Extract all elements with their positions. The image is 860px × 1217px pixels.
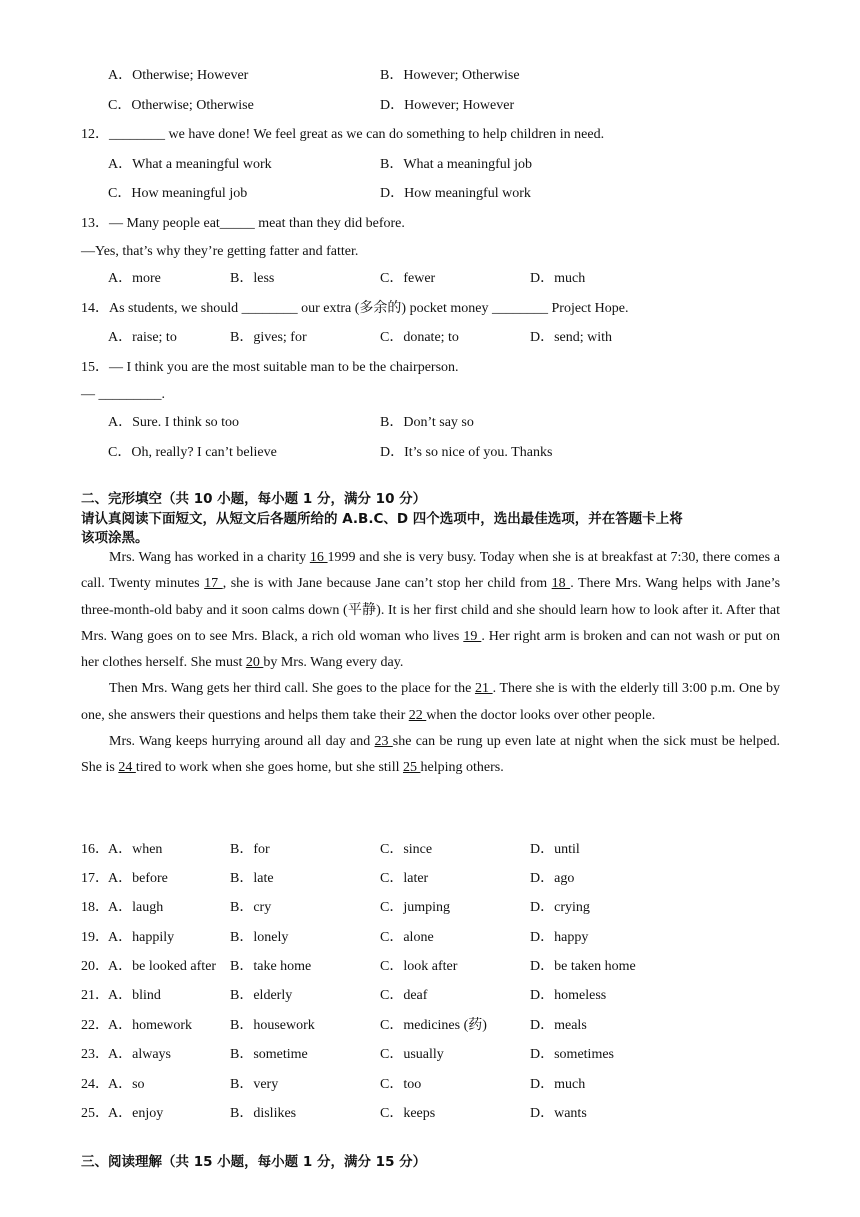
blank-17[interactable]: 17	[204, 576, 223, 592]
passage-paragraph-1	[81, 545, 780, 676]
passage-text: when the doctor looks over other people.	[426, 707, 656, 723]
q15-option-c[interactable]: C．Oh, really? I can’t believe	[108, 445, 277, 460]
q13-option-d[interactable]: D．much	[530, 271, 586, 286]
q13-stem: 13．— Many people eat_____ meat than they did before.	[81, 216, 405, 231]
cloze-question-number: 20．	[81, 959, 109, 974]
cloze-option[interactable]: C．since	[380, 842, 433, 857]
q12-option-d[interactable]: D．How meaningful work	[380, 186, 531, 201]
cloze-option[interactable]: C．look after	[380, 959, 458, 974]
cloze-option[interactable]: A．homework	[108, 1018, 192, 1033]
cloze-option[interactable]: D．until	[530, 842, 580, 857]
cloze-option[interactable]: D．homeless	[530, 988, 607, 1003]
cloze-option[interactable]: D．sometimes	[530, 1047, 614, 1062]
q13-option-c[interactable]: C．fewer	[380, 271, 436, 286]
passage-text: helping others.	[420, 760, 504, 776]
q12-option-a[interactable]: A．What a meaningful work	[108, 157, 272, 172]
q11-option-b[interactable]: B．However; Otherwise	[380, 68, 520, 83]
cloze-option[interactable]: D．ago	[530, 871, 575, 886]
passage-text: , she is with Jane because Jane can’t stop her child from	[222, 576, 552, 592]
q14-stem: 14．As students, we should ________ our extra (多余的) pocket money ________ Project Hope.	[81, 301, 629, 316]
passage-text: she can be rung up even late at night when the sick must be helped. She is	[81, 734, 781, 776]
q14-option-b[interactable]: B．gives; for	[230, 330, 307, 345]
cloze-option[interactable]: C．later	[380, 871, 429, 886]
q15-option-d[interactable]: D．It’s so nice of you. Thanks	[380, 445, 553, 460]
cloze-option[interactable]: A．always	[108, 1047, 171, 1062]
blank-20[interactable]: 20	[245, 655, 264, 671]
passage-text: Mrs. Wang keeps hurrying around all day and	[109, 734, 375, 750]
cloze-option[interactable]: D．wants	[530, 1106, 587, 1121]
passage-text: 1999 and she is very busy. Today when she is at breakfast at 7:30, there comes a call. Twenty minutes	[81, 550, 780, 592]
cloze-question-number: 23．	[81, 1047, 109, 1062]
q12-option-c[interactable]: C．How meaningful job	[108, 186, 248, 201]
cloze-option[interactable]: D．much	[530, 1077, 586, 1092]
cloze-question-number: 19．	[81, 930, 109, 945]
q13-option-a[interactable]: A．more	[108, 271, 161, 286]
cloze-option[interactable]: C．keeps	[380, 1106, 436, 1121]
q12-stem: 12．________ we have done! We feel great as we can do something to help children in need.	[81, 127, 605, 142]
cloze-option[interactable]: C．alone	[380, 930, 434, 945]
section2-instruction-line2: 该项涂黑。	[81, 530, 149, 546]
blank-25[interactable]: 25	[402, 760, 421, 776]
passage-text: . Her right arm is broken and can not wash or put on her clothes herself. She must	[81, 628, 781, 671]
cloze-option[interactable]: D．happy	[530, 930, 589, 945]
blank-21[interactable]: 21	[474, 681, 493, 697]
cloze-option[interactable]: C．usually	[380, 1047, 444, 1062]
cloze-option[interactable]: D．crying	[530, 900, 590, 915]
section3-title: 三、阅读理解（共 15 小题，每小题 1 分，满分 15 分）	[81, 1154, 427, 1170]
q15-reply: — _________.	[81, 387, 165, 402]
q13-reply: —Yes, that’s why they’re getting fatter and fatter.	[81, 244, 359, 259]
cloze-option[interactable]: A．be looked after	[108, 959, 217, 974]
cloze-option[interactable]: C．deaf	[380, 988, 428, 1003]
cloze-option[interactable]: B．elderly	[230, 988, 293, 1003]
section2-title: 二、完形填空（共 10 小题，每小题 1 分，满分 10 分）	[81, 491, 427, 507]
q11-option-c[interactable]: C．Otherwise; Otherwise	[108, 98, 254, 113]
passage-text: by Mrs. Wang every day.	[263, 655, 404, 671]
blank-23[interactable]: 23	[374, 734, 393, 750]
q14-option-a[interactable]: A．raise; to	[108, 330, 177, 345]
cloze-option[interactable]: A．before	[108, 871, 168, 886]
cloze-question-number: 25．	[81, 1106, 109, 1121]
q14-option-c[interactable]: C．donate; to	[380, 330, 459, 345]
cloze-option[interactable]: C．too	[380, 1077, 422, 1092]
cloze-question-number: 24．	[81, 1077, 109, 1092]
cloze-option[interactable]: A．when	[108, 842, 163, 857]
cloze-option[interactable]: A．so	[108, 1077, 145, 1092]
cloze-option[interactable]: B．housework	[230, 1018, 315, 1033]
cloze-option[interactable]: B．dislikes	[230, 1106, 297, 1121]
passage-text: Then Mrs. Wang gets her third call. She goes to the place for the	[109, 681, 475, 697]
cloze-option[interactable]: C．jumping	[380, 900, 451, 915]
cloze-option[interactable]: B．lonely	[230, 930, 289, 945]
passage-text: . There Mrs. Wang helps with Jane’s three-month-old baby and it soon calms down (平静). It is her first child and she should learn how to look after it. After that Mrs. Wang goes on to see Mrs. Black, a rich old woman who lives	[81, 576, 781, 644]
cloze-option[interactable]: A．blind	[108, 988, 161, 1003]
q14-option-d[interactable]: D．send; with	[530, 330, 613, 345]
blank-22[interactable]: 22	[408, 707, 427, 723]
q15-stem: 15．— I think you are the most suitable man to be the chairperson.	[81, 360, 459, 375]
blank-16[interactable]: 16	[309, 550, 328, 565]
cloze-option[interactable]: A．happily	[108, 930, 175, 945]
cloze-question-number: 17．	[81, 871, 109, 886]
section2-instruction-line1: 请认真阅读下面短文，从短文后各题所给的 A.B.C、D 四个选项中，选出最佳选项，并在答题卡上将	[81, 511, 683, 527]
cloze-question-number: 16．	[81, 842, 109, 857]
cloze-option[interactable]: C．medicines (药)	[380, 1018, 487, 1033]
passage-text: Mrs. Wang has worked in a charity	[109, 550, 310, 565]
cloze-option[interactable]: B．for	[230, 842, 270, 857]
cloze-option[interactable]: B．sometime	[230, 1047, 308, 1062]
cloze-option[interactable]: A．laugh	[108, 900, 164, 915]
blank-24[interactable]: 24	[118, 760, 136, 776]
q11-option-a[interactable]: A．Otherwise; However	[108, 68, 249, 83]
cloze-option[interactable]: B．late	[230, 871, 274, 886]
cloze-question-number: 21．	[81, 988, 109, 1003]
q12-option-b[interactable]: B．What a meaningful job	[380, 157, 533, 172]
passage-text: tired to work when she goes home, but she still	[135, 760, 403, 776]
passage-paragraph-3	[81, 729, 780, 782]
q15-option-a[interactable]: A．Sure. I think so too	[108, 415, 240, 430]
cloze-question-number: 22．	[81, 1018, 109, 1033]
blank-19[interactable]: 19	[463, 628, 482, 644]
blank-18[interactable]: 18	[551, 576, 571, 592]
cloze-option[interactable]: B．very	[230, 1077, 279, 1092]
q15-option-b[interactable]: B．Don’t say so	[380, 415, 474, 430]
cloze-option[interactable]: A．enjoy	[108, 1106, 164, 1121]
cloze-passage	[81, 545, 780, 782]
cloze-option[interactable]: D．be taken home	[530, 959, 636, 974]
cloze-option[interactable]: D．meals	[530, 1018, 587, 1033]
cloze-question-number: 18．	[81, 900, 109, 915]
cloze-option[interactable]: B．take home	[230, 959, 312, 974]
q13-option-b[interactable]: B．less	[230, 271, 275, 286]
cloze-option[interactable]: B．cry	[230, 900, 272, 915]
passage-text: . There she is with the elderly till 3:00 p.m. One by one, she answers their questions and helps them take their	[81, 681, 780, 723]
passage-paragraph-2	[81, 676, 780, 729]
q11-option-d[interactable]: D．However; However	[380, 98, 515, 113]
